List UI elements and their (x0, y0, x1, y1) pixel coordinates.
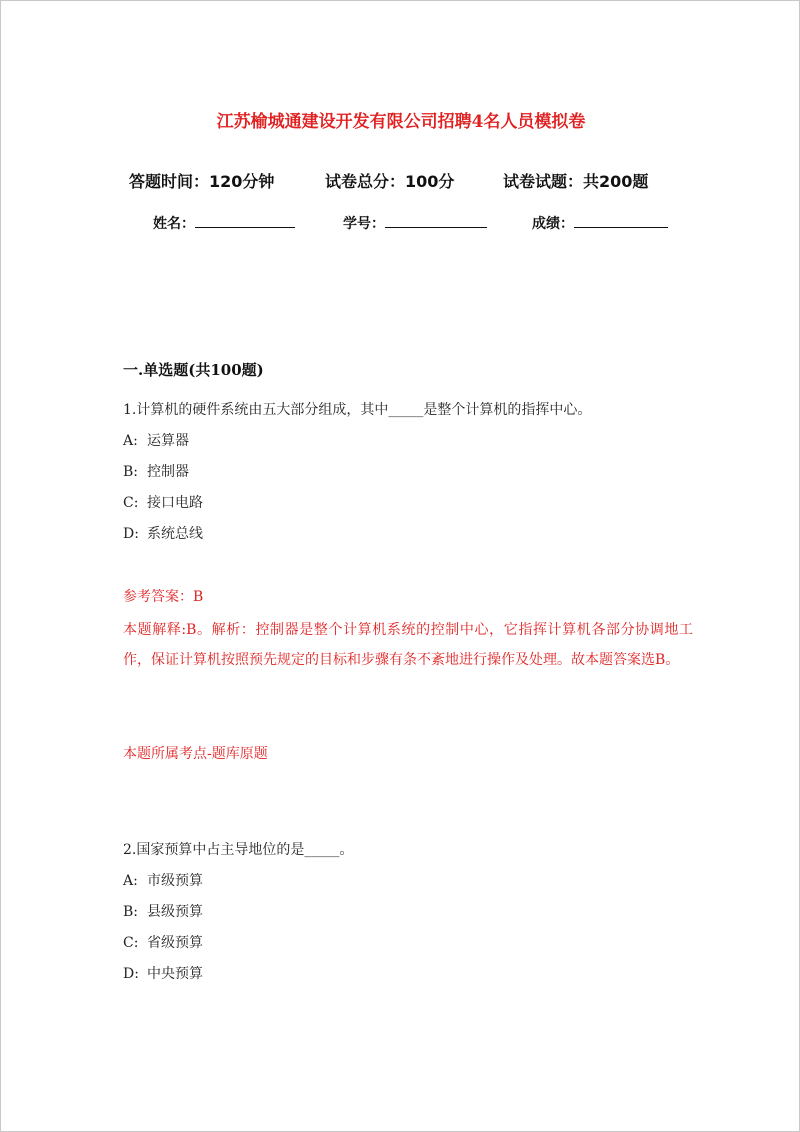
name-label: 姓名： (153, 216, 195, 232)
option-a (123, 870, 203, 890)
option-text: 市级预算 (147, 873, 203, 889)
section-title: 一.单选题(共100题) (123, 361, 264, 379)
option-text: 省级预算 (147, 935, 203, 951)
option-text: 运算器 (147, 433, 189, 449)
score-label: 成绩： (532, 216, 574, 232)
exam-question-count: 试卷试题：共200题 (503, 172, 649, 191)
score-blank[interactable] (574, 213, 668, 228)
question-stem: 1.计算机的硬件系统由五大部分组成，其中_____是整个计算机的指挥中心。 (123, 402, 592, 418)
option-letter: C: (123, 935, 139, 951)
option-letter: A: (123, 433, 138, 449)
option-text: 控制器 (147, 464, 189, 480)
question-stem: 2.国家预算中占主导地位的是_____。 (123, 842, 354, 858)
student-id-label: 学号： (343, 216, 385, 232)
option-letter: A: (123, 873, 138, 889)
score-field (532, 213, 668, 233)
option-letter: C: (123, 495, 139, 511)
option-b (123, 461, 189, 481)
option-c (123, 492, 203, 512)
option-a (123, 430, 189, 450)
exam-duration: 答题时间：120分钟 (129, 172, 275, 191)
option-text: 中央预算 (147, 966, 203, 982)
option-letter: D: (123, 966, 139, 982)
option-letter: B: (123, 464, 139, 480)
name-blank[interactable] (195, 213, 295, 228)
option-text: 县级预算 (147, 904, 203, 920)
option-d (123, 963, 203, 983)
option-text: 接口电路 (147, 495, 203, 511)
option-letter: D: (123, 526, 139, 542)
option-b (123, 901, 203, 921)
option-d (123, 523, 203, 543)
student-id-field (343, 213, 487, 233)
answer-key: 参考答案：B (123, 589, 204, 605)
student-id-blank[interactable] (385, 213, 487, 228)
page-title: 江苏榆城通建设开发有限公司招聘4名人员模拟卷 (216, 112, 586, 132)
option-letter: B: (123, 904, 139, 920)
exam-total-score: 试卷总分：100分 (325, 172, 455, 191)
name-field (153, 213, 295, 233)
option-c (123, 932, 203, 952)
answer-source: 本题所属考点-题库原题 (123, 746, 268, 762)
option-text: 系统总线 (147, 526, 203, 542)
answer-explanation: 本题解释:B。解析：控制器是整个计算机系统的控制中心，它指挥计算机各部分协调地工作，保证计算机按照预先规定的目标和步骤有条不紊地进行操作及处理。故本题答案选B。 (123, 622, 693, 668)
